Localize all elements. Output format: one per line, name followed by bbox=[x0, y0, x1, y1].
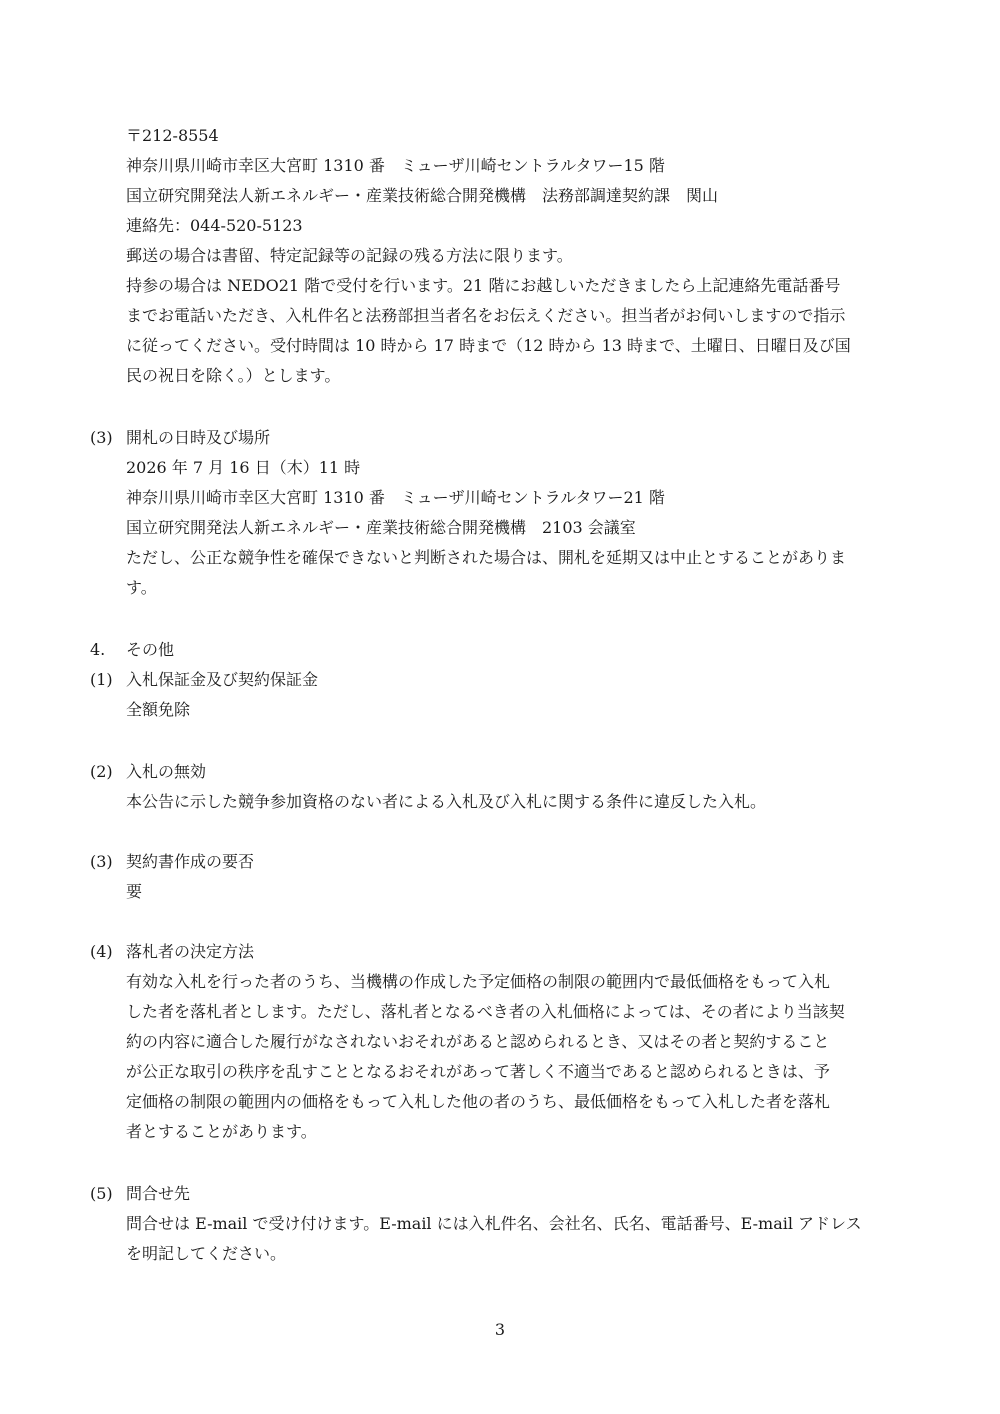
item-body-line: 問合せは E-mail で受け付けます。E-mail には入札件名、会社名、氏名、電話番号、E-mail アドレス bbox=[126, 1214, 862, 1233]
item-body-line: 有効な入札を行った者のうち、当機構の作成した予定価格の制限の範囲内で最低価格をもって入札 bbox=[126, 972, 831, 991]
section-heading: 開札の日時及び場所 bbox=[126, 428, 271, 447]
item-number: (1) bbox=[90, 670, 113, 689]
item-body-line: 者とすることがあります。 bbox=[126, 1122, 317, 1141]
item-number: (2) bbox=[90, 762, 113, 781]
delivery-note-line: 民の祝日を除く。）とします。 bbox=[126, 366, 341, 385]
item-heading: 入札保証金及び契約保証金 bbox=[126, 670, 319, 689]
item-number: (3) bbox=[90, 852, 113, 871]
section-heading: その他 bbox=[126, 640, 175, 659]
submission-organization: 国立研究開発法人新エネルギー・産業技術総合開発機構 法務部調達契約課 関山 bbox=[126, 186, 719, 205]
postal-code: 〒212-8554 bbox=[126, 126, 219, 145]
item-heading: 契約書作成の要否 bbox=[126, 852, 255, 871]
item-number: (5) bbox=[90, 1184, 113, 1203]
item-body-line: が公正な取引の秩序を乱すこととなるおそれがあって著しく不適当であると認められるときは、予 bbox=[126, 1062, 830, 1081]
section-number: 4. bbox=[90, 640, 106, 659]
submission-address: 神奈川県川崎市幸区大宮町 1310 番 ミューザ川崎セントラルタワー15 階 bbox=[126, 156, 665, 175]
item-body-line: 本公告に示した競争参加資格のない者による入札及び入札に関する条件に違反した入札。 bbox=[126, 792, 767, 811]
opening-address: 神奈川県川崎市幸区大宮町 1310 番 ミューザ川崎セントラルタワー21 階 bbox=[126, 488, 665, 507]
item-body-line: を明記してください。 bbox=[126, 1244, 287, 1263]
item-heading: 入札の無効 bbox=[126, 762, 207, 781]
item-body-line: した者を落札者とします。ただし、落札者となるべき者の入札価格によっては、その者により当該契 bbox=[126, 1002, 845, 1021]
opening-note-line: ただし、公正な競争性を確保できないと判断された場合は、開札を延期又は中止とすることがありま bbox=[126, 548, 847, 567]
delivery-note-line: に従ってください。受付時間は 10 時から 17 時まで（12 時から 13 時まで、土曜日、日曜日及び国 bbox=[126, 336, 851, 355]
page-number: 3 bbox=[494, 1320, 506, 1339]
item-body-line: 約の内容に適合した履行がなされないおそれがあると認められるとき、又はその者と契約すること bbox=[126, 1032, 830, 1051]
item-body-line: 定価格の制限の範囲内の価格をもって入札した他の者のうち、最低価格をもって入札した者を落札 bbox=[126, 1092, 831, 1111]
delivery-note-line: までお電話いただき、入札件名と法務部担当者名をお伝えください。担当者がお伺いしますので指示 bbox=[126, 306, 846, 325]
contact-number: 連絡先：044-520-5123 bbox=[126, 216, 303, 235]
delivery-note-line: 持参の場合は NEDO21 階で受付を行います。21 階にお越しいただきましたら上記連絡先電話番号 bbox=[126, 276, 841, 295]
item-body-line: 全額免除 bbox=[126, 700, 191, 719]
opening-note-line: す。 bbox=[126, 578, 157, 597]
item-heading: 問合せ先 bbox=[126, 1184, 191, 1203]
item-body-line: 要 bbox=[126, 882, 143, 901]
item-heading: 落札者の決定方法 bbox=[126, 942, 255, 961]
item-number: (4) bbox=[90, 942, 113, 961]
opening-datetime: 2026 年 7 月 16 日（木）11 時 bbox=[126, 458, 361, 477]
mail-note: 郵送の場合は書留、特定記録等の記録の残る方法に限ります。 bbox=[126, 246, 573, 265]
opening-room: 国立研究開発法人新エネルギー・産業技術総合開発機構 2103 会議室 bbox=[126, 518, 636, 537]
item-number: (3) bbox=[90, 428, 113, 447]
